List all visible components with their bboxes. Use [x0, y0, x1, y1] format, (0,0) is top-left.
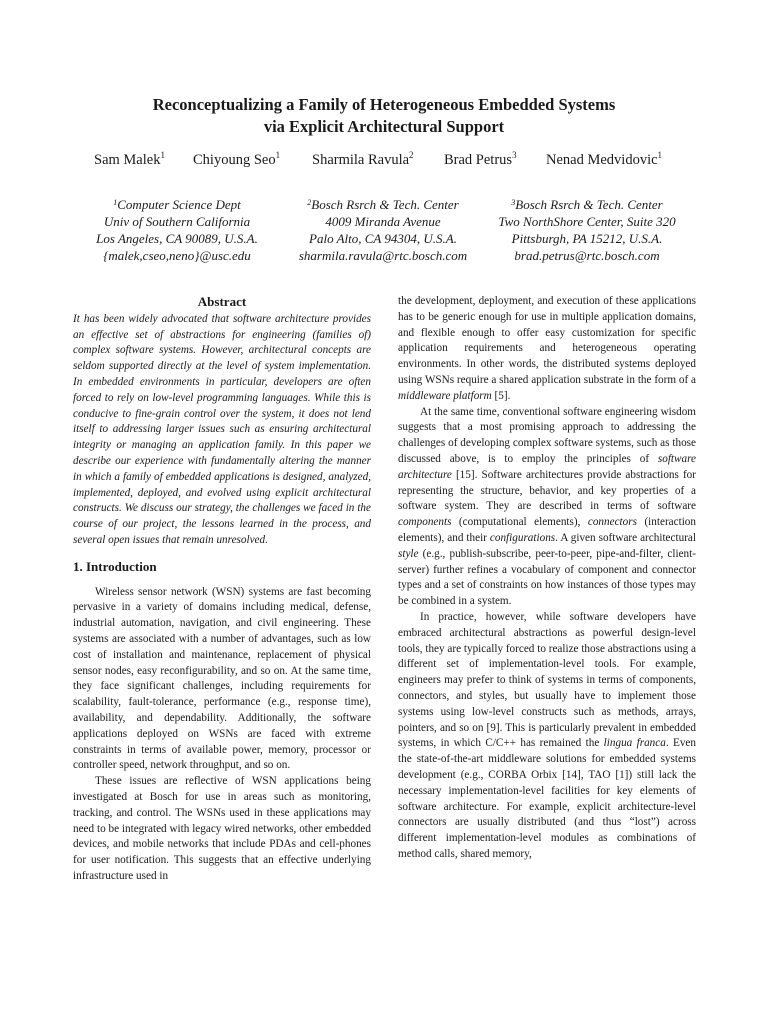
- paragraph: Wireless sensor network (WSN) systems are fast becoming pervasive in a variety of domains including medical, defense, industrial automation, navigation, and civil engineering. These systems are associated with a number of advantages, such as low cost of installation and maintenance, replacement of physical sensor nodes, easy reconfigurability, and so on. At the same time, they face significant challenges, including requirements for scalability, fault-tolerance, performance (e.g., response time), availability, and dependability. Additionally, the software applications deployed on WSNs are faced with extreme constraints in terms of available power, memory, processor or controller speed, network throughput, and so on.: [73, 585, 371, 772]
- author-name: Brad Petrus$^3$: [444, 150, 517, 168]
- section-heading: 1. Introduction: [73, 558, 157, 574]
- paragraph: In practice, however, while software developers have embraced architectural abstractions as powerful design-level tools, they are typically forced to realize those abstractions using a different set of implementation-level tools. For example, engineers may prefer to think of systems in terms of components, connectors, and styles, but usually have to implement those systems using low-level constructs such as methods, arrays, pointers, and so on [9]. This is particularly prevalent in embedded systems, in which C/C++ has remained the lingua franca. Even the state-of-the-art middleware solutions for embedded systems development (e.g., CORBA Orbix [14], TAO [1]) still lack the necessary implementation-level facilities for key elements of software architecture. For example, explicit architecture-level connectors are usually distributed (and thus “lost”) across different implementation-level modules as combinations of method calls, shared memory,: [398, 610, 696, 860]
- paragraph: the development, deployment, and execution of these applications has to be generic enough for use in multiple application domains, and flexible enough to offer easy customization for specific application requirements and heterogeneous operating environments. In other words, the distributed systems deployed using WSNs require a shared application substrate in the form of a middleware platform [5].: [398, 295, 696, 402]
- paper-title: [40, 94, 728, 138]
- affiliation-block: $^3$Bosch Rsrch & Tech. Center Two NorthShore Center, Suite 320 Pittsburgh, PA 15212, U.S.A. brad.petrus@rtc.bosch.com: [472, 196, 702, 264]
- affiliation-block: $^2$Bosch Rsrch & Tech. Center 4009 Miranda Avenue Palo Alto, CA 94304, U.S.A. sharmila.ravula@rtc.bosch.com: [268, 196, 498, 264]
- title-line-1: Reconceptualizing a Family of Heterogeneous Embedded Systems: [152, 95, 616, 114]
- author-name: Chiyoung Seo$^1$: [193, 150, 281, 168]
- abstract-text: It has been widely advocated that software architecture provides an effective set of abstractions for engineering (families of) complex software systems. However, architectural concepts are seldom supported directly at the level of system implementation. In embedded environments in particular, developers are often forced to rely on low-level programming languages. While this is conducive to fine-grain control over the system, it does not lend itself to addressing larger issues such as ensuring architectural integrity or managing an application family. In this paper we describe our experience with fundamentally altering the manner in which a family of embedded applications is designed, analyzed, implemented, deployed, and evolved using explicit architectural constructs. We discuss our strategy, the challenges we faced in the course of our project, the lessons learned in the process, and several open issues that remain unresolved.: [73, 312, 371, 546]
- author-name: Sharmila Ravula$^2$: [312, 150, 414, 168]
- abstract-heading: Abstract: [197, 294, 247, 309]
- author-list: [0, 152, 768, 176]
- title-line-2: via Explicit Architectural Support: [263, 117, 505, 136]
- paragraph: These issues are reflective of WSN applications being investigated at Bosch for use in areas such as monitoring, tracking, and control. The WSNs used in these applications may need to be integrated with legacy wired networks, other embedded devices, and mobile networks that include PDAs and cell-phones for user notification. This suggests that an effective underlying infrastructure used in: [73, 775, 371, 882]
- author-name: Sam Malek$^1$: [94, 150, 165, 168]
- email-text: {malek,cseo,neno}@usc.edu: [103, 248, 251, 263]
- author-name: Nenad Medvidovic$^1$: [546, 150, 663, 168]
- left-column: [73, 294, 371, 885]
- affiliation-block: $^1$Computer Science Dept Univ of Southern California Los Angeles, CA 90089, U.S.A. {malek,cseo,neno}@usc.edu: [62, 196, 292, 264]
- email-text: sharmila.ravula@rtc.bosch.com: [298, 248, 468, 263]
- right-column: [398, 294, 696, 863]
- email-text: brad.petrus@rtc.bosch.com: [514, 248, 660, 263]
- paragraph: At the same time, conventional software engineering wisdom suggests that a most promising approach to addressing the challenges of developing complex software systems, such as those discussed above, is to employ the principles of software architecture [15]. Software architectures provide abstractions for representing the structure, behavior, and key properties of a software system. They are described in terms of software components (computational elements), connectors (interaction elements), and their configurations. A given software architectural style (e.g., publish-subscribe, peer-to-peer, pipe-and-filter, client-server) further refines a vocabulary of component and connector types and a set of constraints on how instances of those types may be combined in a system.: [398, 405, 696, 608]
